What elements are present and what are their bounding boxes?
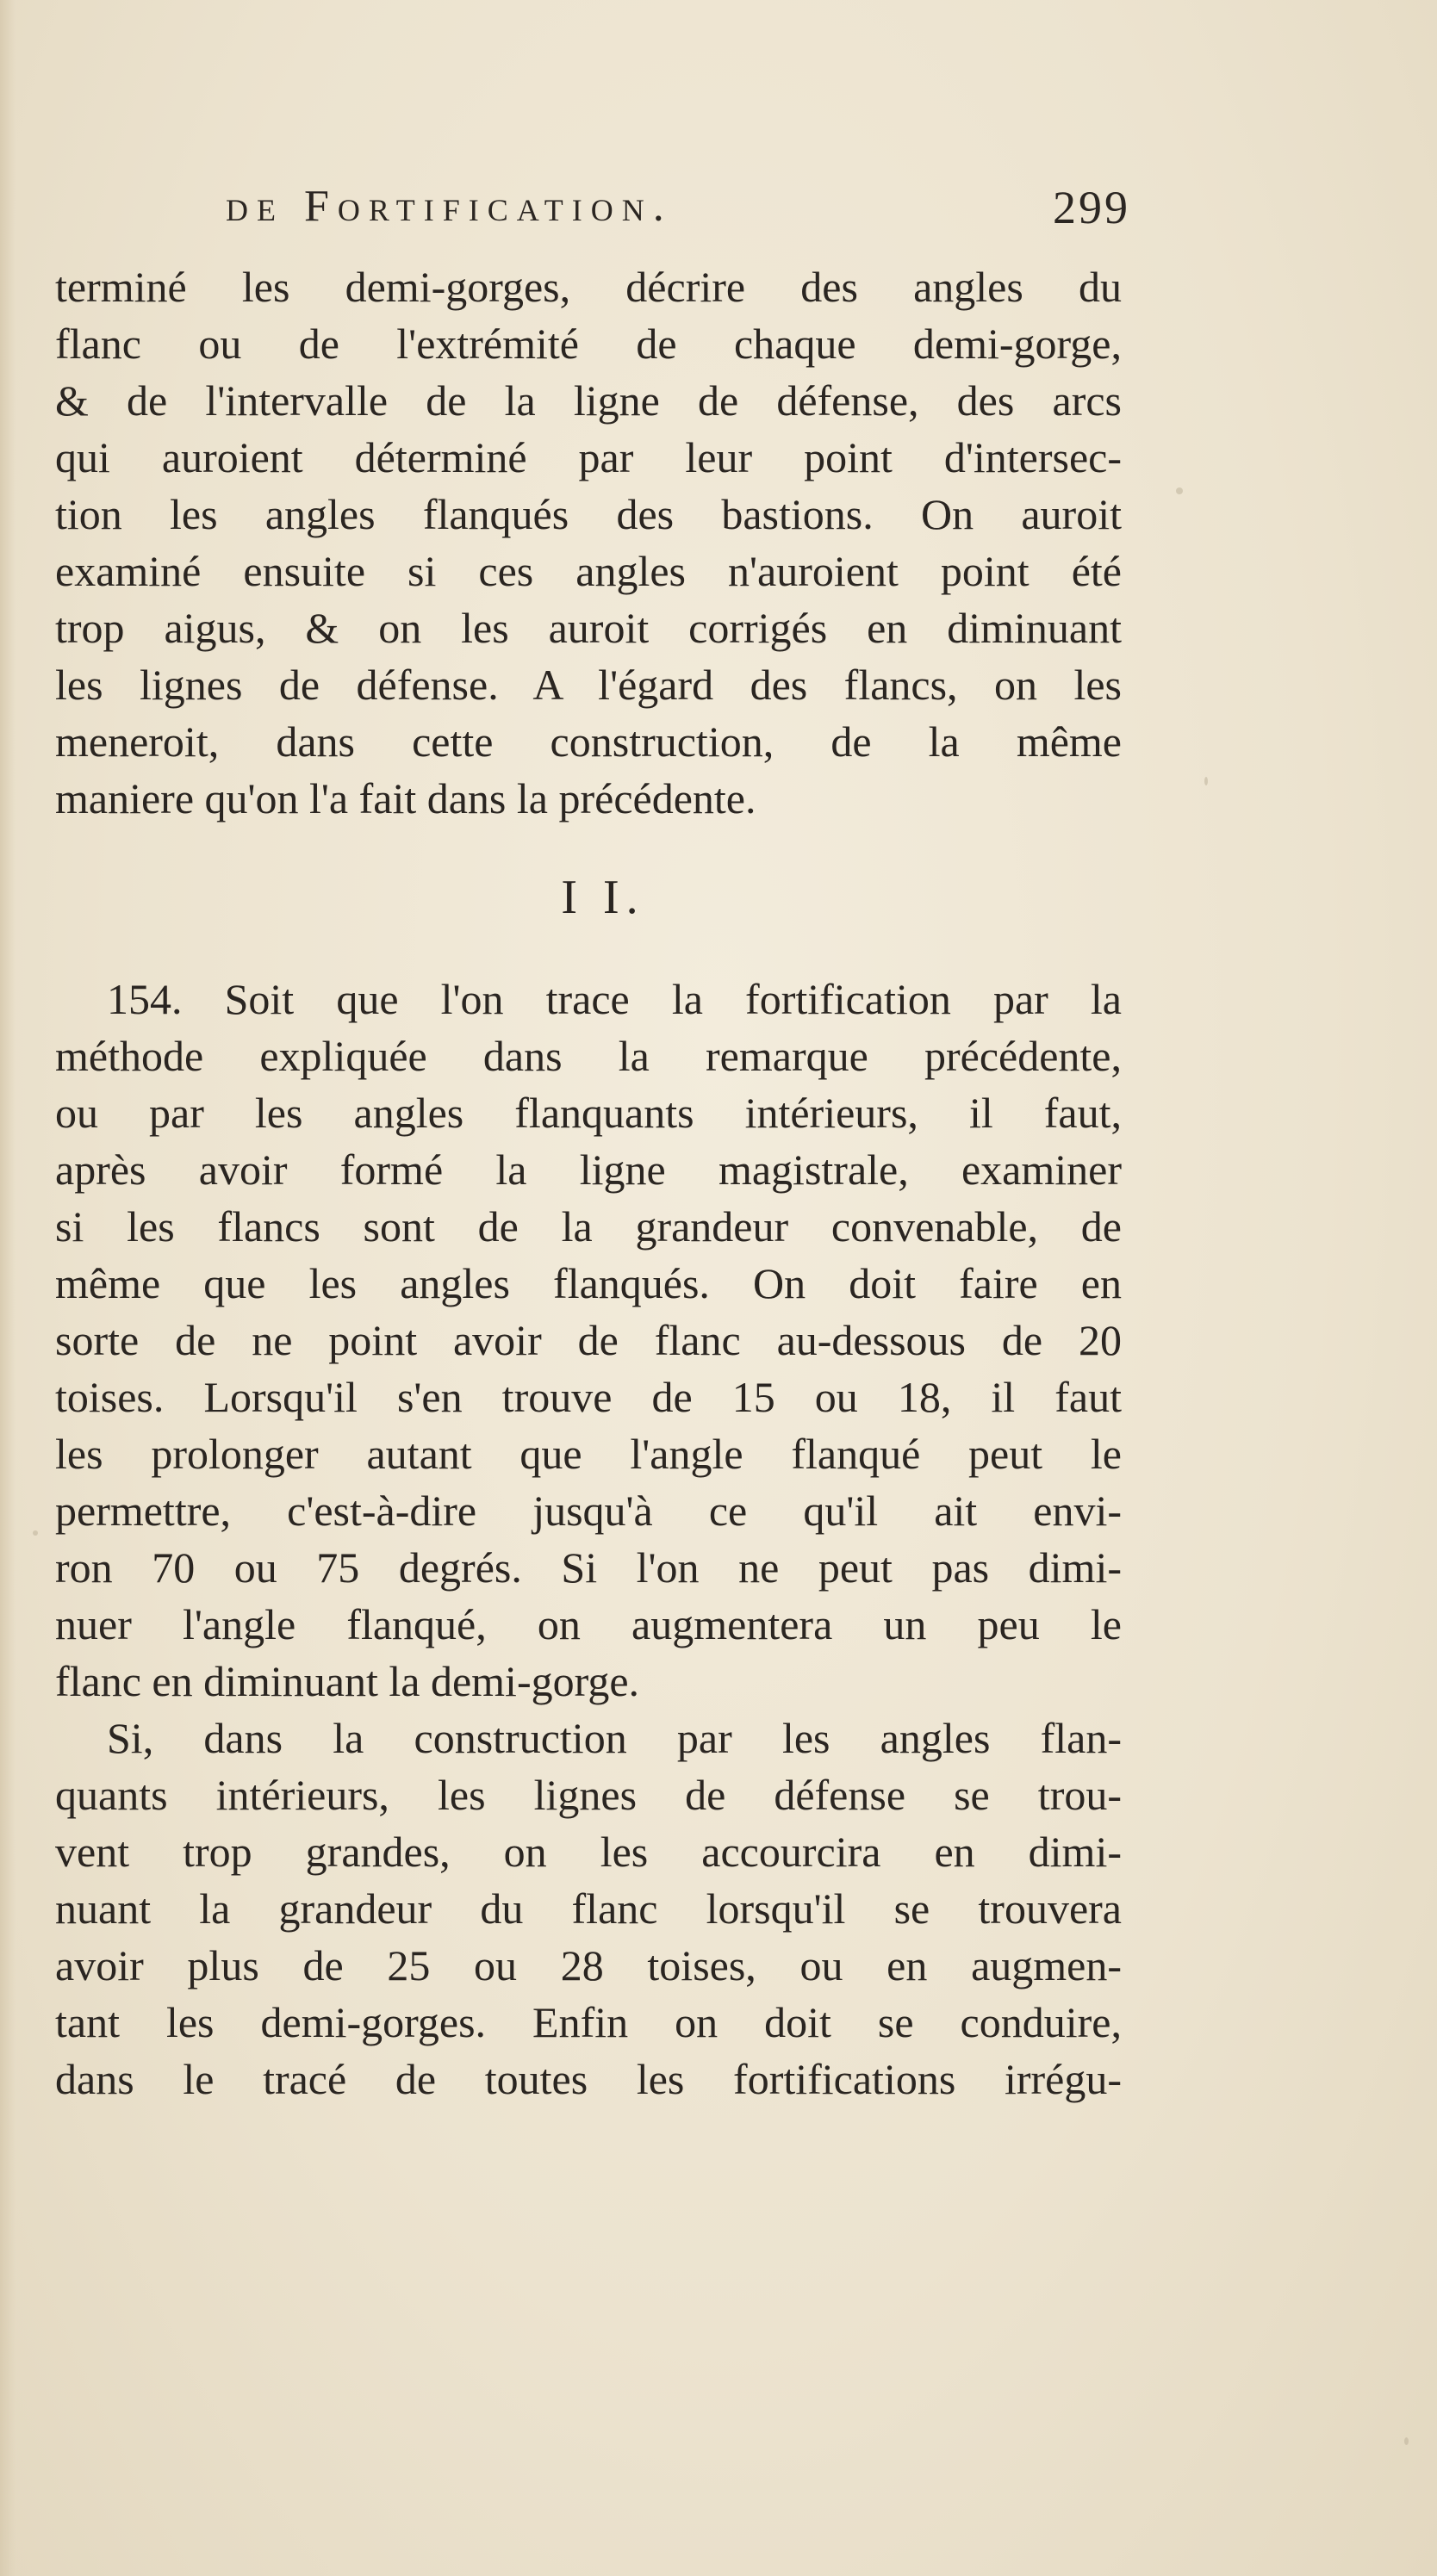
text-line: flanc ou de l'extrémité de chaque demi-gorge, <box>55 320 1122 368</box>
text-line: maniere qu'on l'a fait dans la précédente. <box>55 774 756 822</box>
foxing-speck <box>1176 487 1183 494</box>
text-line: & de l'intervalle de la ligne de défense, des arcs <box>55 376 1122 425</box>
text-line: flanc en diminuant la demi-gorge. <box>55 1657 640 1705</box>
running-head <box>226 181 1130 250</box>
text-line: toises. Lorsqu'il s'en trouve de 15 ou 18, il faut <box>55 1373 1122 1421</box>
text-line: meneroit, dans cette construction, de la même <box>55 717 1122 766</box>
text-line: après avoir formé la ligne magistrale, examiner <box>55 1145 1122 1194</box>
text-line: Si, dans la construction par les angles flan- <box>107 1714 1122 1762</box>
foxing-speck <box>1404 2437 1409 2445</box>
text-line: méthode expliquée dans la remarque précédente, <box>55 1032 1122 1080</box>
text-line: 154. Soit que l'on trace la fortification par la <box>107 975 1122 1023</box>
text-line: quants intérieurs, les lignes de défense se trou- <box>55 1771 1122 1819</box>
text-line: nuer l'angle flanqué, on augmentera un peu le <box>55 1600 1122 1648</box>
page-edge-shadow <box>0 0 16 2576</box>
text-line: sorte de ne point avoir de flanc au-dessous de 20 <box>55 1316 1122 1364</box>
text-line: qui auroient déterminé par leur point d'intersec- <box>55 433 1122 481</box>
text-line: avoir plus de 25 ou 28 toises, ou en augmen- <box>55 1941 1122 1989</box>
text-line: examiné ensuite si ces angles n'auroient point été <box>55 547 1122 595</box>
text-line: permettre, c'est-à-dire jusqu'à ce qu'il ait envi- <box>55 1487 1122 1535</box>
text-line: dans le tracé de toutes les fortifications irrégu- <box>55 2055 1122 2103</box>
running-head-title: de Fortification. <box>226 182 673 231</box>
paragraph-1 <box>55 258 1122 827</box>
text-line: les lignes de défense. A l'égard des flancs, on les <box>55 661 1122 709</box>
text-line: ron 70 ou 75 degrés. Si l'on ne peut pas dimi- <box>55 1543 1122 1592</box>
text-line: terminé les demi-gorges, décrire des angles du <box>55 263 1122 311</box>
text-line: ou par les angles flanquants intérieurs, il faut, <box>55 1089 1122 1137</box>
foxing-speck <box>1204 777 1208 785</box>
paragraph-2 <box>55 971 1122 2107</box>
text-line: même que les angles flanqués. On doit faire en <box>55 1259 1122 1307</box>
text-line: trop aigus, & on les auroit corrigés en diminuant <box>55 604 1122 652</box>
text-line: les prolonger autant que l'angle flanqué peut le <box>55 1430 1122 1478</box>
page-number: 299 <box>1053 182 1130 233</box>
text-line: vent trop grandes, on les accourcira en dimi- <box>55 1828 1122 1876</box>
text-line: tant les demi-gorges. Enfin on doit se conduire, <box>55 1998 1122 2046</box>
text-line: tion les angles flanqués des bastions. On auroit <box>55 490 1122 538</box>
text-line: si les flancs sont de la grandeur convenable, de <box>55 1202 1122 1251</box>
text-line: nuant la grandeur du flanc lorsqu'il se trouvera <box>55 1884 1122 1933</box>
foxing-speck <box>33 1530 38 1536</box>
section-heading: I I. <box>561 871 645 924</box>
